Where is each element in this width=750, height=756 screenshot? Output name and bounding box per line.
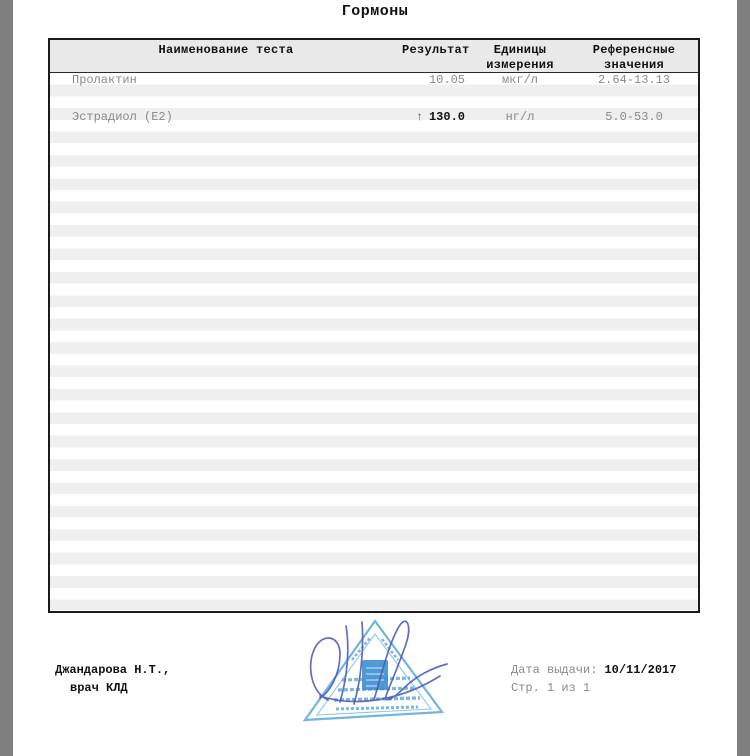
issue-date-value: 10/11/2017 [604, 663, 677, 677]
doctor-signature-block [55, 661, 170, 697]
result-value: 10.05 [428, 73, 465, 87]
issue-date-line [511, 661, 676, 679]
column-header-reference: Референсные значения [592, 43, 676, 72]
page-number-info: Стр. 1 из 1 [511, 681, 591, 695]
reference-cell: 5.0-53.0 [605, 110, 663, 124]
column-header-units: Единицы измерения [486, 43, 554, 72]
issue-info-block [511, 661, 676, 697]
page-title: Гормоны [341, 3, 409, 20]
page-margin-left [0, 0, 13, 756]
doctor-name: Джандарова Н.Т., [55, 663, 171, 677]
units-cell: мкг/л [501, 73, 538, 87]
result-cell [402, 74, 470, 86]
table-row [50, 111, 698, 123]
result-value: 130.0 [428, 110, 465, 124]
page-margin-right [737, 0, 750, 756]
test-name-cell: Пролактин [72, 73, 137, 87]
results-table [48, 38, 700, 613]
reference-cell: 2.64-13.13 [597, 73, 670, 87]
issue-date-label: Дата выдачи: [511, 663, 598, 677]
table-header-row [50, 40, 698, 73]
column-header-result: Результат [402, 43, 470, 57]
lab-stamp-and-signature [290, 612, 465, 752]
high-arrow-icon: ↑ [415, 110, 423, 124]
table-body [50, 73, 698, 610]
result-cell [402, 111, 470, 123]
column-header-test-name: Наименование теста [158, 43, 294, 57]
doctor-title: врач КЛД [70, 681, 128, 695]
stamp-graphic [290, 612, 465, 752]
units-cell: нг/л [505, 110, 535, 124]
test-name-cell: Эстрадиол (Е2) [72, 110, 173, 124]
table-row [50, 74, 698, 86]
